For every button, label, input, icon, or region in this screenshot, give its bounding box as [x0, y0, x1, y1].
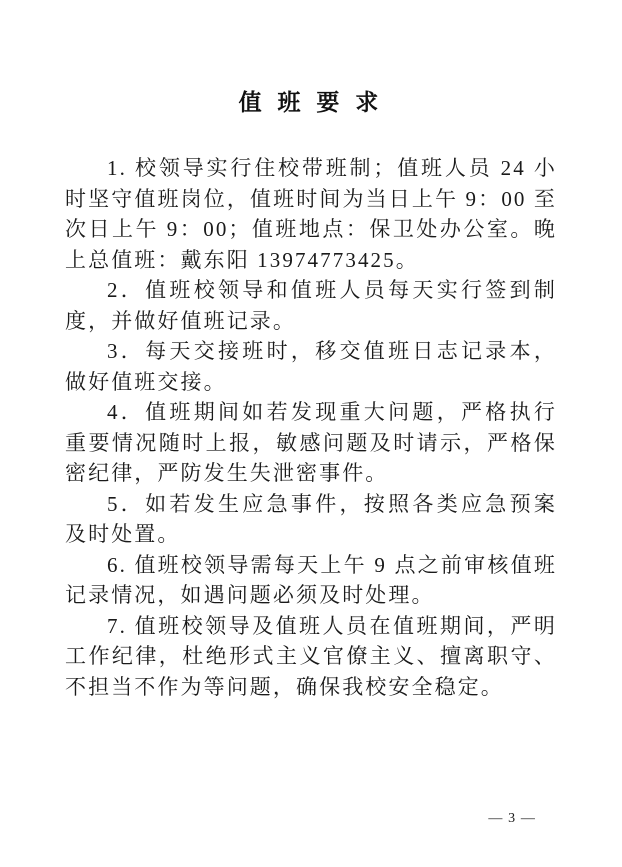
paragraph-emergency: 5．如若发生应急事件，按照各类应急预案及时处置。	[65, 491, 557, 546]
paragraph-discipline: 7. 值班校领导及值班人员在值班期间，严明工作纪律，杜绝形式主义官僚主义、擅离职守、不担当不作为等问题，确保我校安全稳定。	[65, 613, 557, 699]
paragraph-major-issues: 4．值班期间如若发现重大问题，严格执行重要情况随时上报，敏感问题及时请示，严格保密纪律，严防发生失泄密事件。	[65, 400, 557, 485]
paragraph-sign-in: 2．值班校领导和值班人员每天实行签到制度，并做好值班记录。	[65, 278, 557, 333]
paragraph-record-review: 6. 值班校领导需每天上午 9 点之前审核值班记录情况，如遇问题必须及时处理。	[65, 552, 557, 607]
paragraph-handover: 3．每天交接班时，移交值班日志记录本，做好值班交接。	[65, 339, 557, 394]
document-title: 值 班 要 求	[238, 90, 384, 115]
paragraph-duty-system: 1. 校领导实行住校带班制；值班人员 24 小时坚守值班岗位，值班时间为当日上午 9：00 至次日上午 9：00；值班地点：保卫处办公室。晚上总值班：戴东阳 13974773425。	[65, 156, 557, 272]
page-number: — 3 —	[488, 811, 536, 826]
document-body	[65, 153, 557, 702]
